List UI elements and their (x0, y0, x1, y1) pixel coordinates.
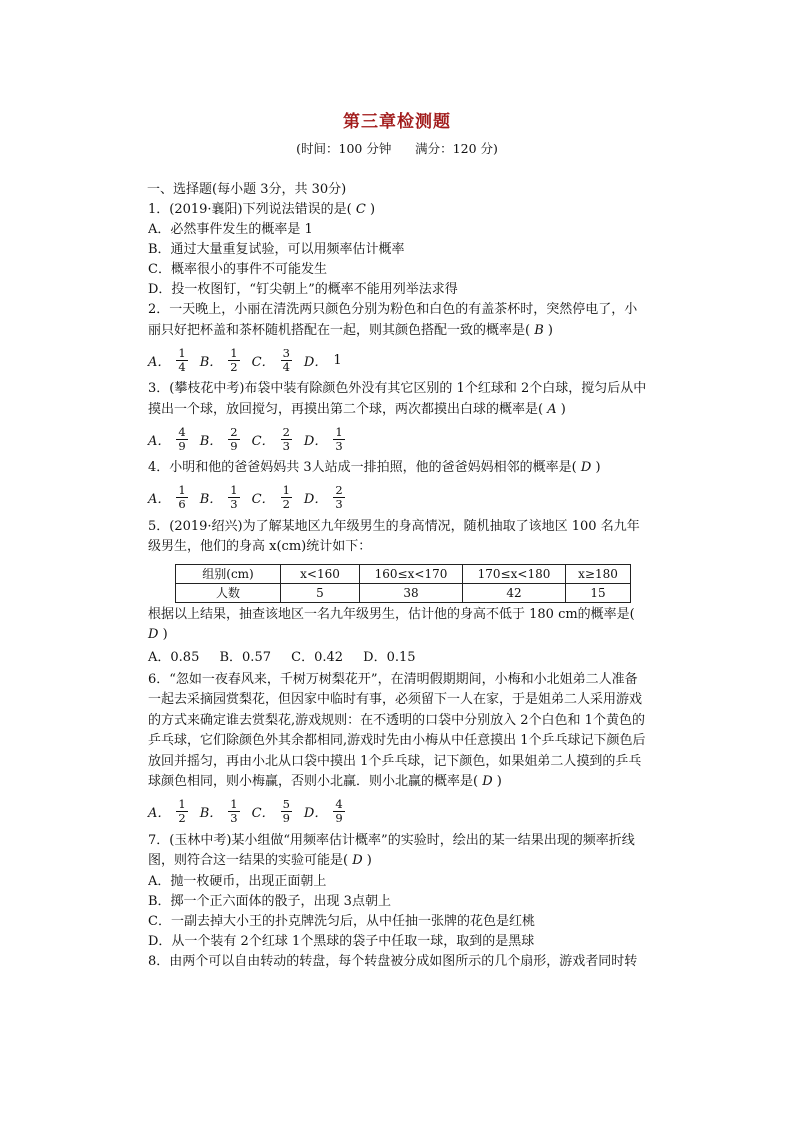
answer: A (547, 401, 557, 417)
option-d: D．0.15 (363, 649, 416, 665)
bracket-close: ) (496, 774, 502, 789)
answer: C (355, 202, 366, 217)
question-5-options (148, 646, 648, 670)
question-6-options (148, 793, 648, 831)
option-b: B． $\frac{1}{3}$ (199, 797, 238, 825)
page-title: 第三章检测题 (343, 112, 451, 132)
question-2-options (148, 341, 648, 379)
table-cell: 160≤x<170 (360, 564, 463, 583)
option-b: B． $\frac{2}{9}$ (199, 424, 238, 453)
question-text: 2．一天晚上，小丽在清洗两只颜色分别为粉色和白色的有盖茶杯时，突然停电了，小丽只好把杯盖和茶杯随机搭配在一起，则其颜色搭配一致的概率是( (148, 302, 638, 338)
question-4-stem (148, 458, 648, 479)
answer: D (580, 460, 592, 475)
option-d: D． $\frac{1}{3}$ (303, 424, 343, 453)
question-text: 1．(2019·襄阳)下列说法错误的是( (148, 202, 352, 217)
question-text: 根据以上结果，抽查该地区一名九年级男生，估计他的身高不低于 180 cm的概率是( (148, 606, 635, 622)
option-d: D．投一枚图钉，“钉尖朝上”的概率不能用列举法求得 (148, 282, 458, 297)
question-text: 6．“忽如一夜春风来，千树万树梨花开”，在清明假期期间，小梅和小北姐弟二人准备一起去采摘园赏梨花，但因家中临时有事，必须留下一人在家，于是姐弟二人采用游戏的方式来确定谁去赏梨花,游戏规则：在不透明的口袋中分别放入 2个白色和 1个黄色的乒乓球，它们除颜色外其余都相同,游戏时先由小梅从中任意摸出 1个乒乓球记下颜色后放回并摇匀，再由小北从口袋中摸出 1个乒乓球，记下颜色，如果姐弟二人摸到的乒乓球颜色相同，则小梅赢，否则小北赢．则小北赢的概率是( (148, 671, 646, 789)
table-cell: 38 (360, 583, 463, 602)
option-a: A． $\frac{1}{6}$ (148, 483, 186, 511)
table-row (176, 583, 631, 602)
table-header-row (176, 564, 631, 583)
question-3-options (148, 420, 648, 458)
bracket-close: ) (366, 853, 372, 868)
table-cell: 5 (281, 583, 360, 602)
option-a: A． $\frac{1}{4}$ (148, 345, 186, 374)
option-d: D． 1 (303, 352, 342, 370)
table-cell: x≥180 (566, 564, 631, 583)
option-b: B． $\frac{1}{3}$ (199, 483, 238, 511)
option-b: B． $\frac{1}{2}$ (199, 345, 238, 374)
question-3-stem (148, 379, 648, 420)
answer: B (534, 322, 544, 338)
answer: D (352, 853, 363, 868)
height-stats-table (175, 564, 631, 603)
answer: D (482, 774, 493, 789)
option-c: C． $\frac{2}{3}$ (251, 424, 290, 453)
question-5-followup (148, 605, 648, 646)
section-heading: 一、选择题(每小题 3分，共 30分) (147, 182, 347, 197)
option-d: D．从一个装有 2个红球 1个黑球的袋子中任取一球，取到的是黑球 (148, 933, 535, 949)
question-text: 3．(攀枝花中考)布袋中装有除颜色外没有其它区别的 1个红球和 2个白球，搅匀后从中摸出一个球，放回搅匀，再摸出第二个球，两次都摸出白球的概率是( (148, 381, 647, 417)
option-c: C．0.42 (291, 649, 344, 665)
table-cell: 15 (566, 583, 631, 602)
table-cell: x<160 (281, 564, 360, 583)
question-7-stem (148, 831, 648, 872)
option-c: C． $\frac{5}{9}$ (251, 797, 290, 825)
option-a: A． $\frac{4}{9}$ (148, 424, 186, 453)
bracket-close: ) (162, 627, 168, 642)
option-b: B．掷一个正六面体的骰子，出现 3点朝上 (148, 893, 391, 909)
option-b: B．0.57 (219, 649, 271, 665)
option-a: A．必然事件发生的概率是 1 (148, 222, 313, 237)
bracket-close: ) (595, 460, 601, 475)
question-5-stem (148, 517, 648, 558)
bracket-close: ) (560, 401, 566, 417)
table-cell: 170≤x<180 (463, 564, 566, 583)
question-6-stem (148, 670, 648, 793)
question-4-options (148, 479, 648, 517)
option-c: C．概率很小的事件不可能发生 (148, 262, 327, 277)
page-subtitle: (时间：100 分钟 满分：120 分) (296, 141, 498, 156)
bracket-close: ) (369, 202, 376, 217)
option-c: C． $\frac{3}{4}$ (251, 345, 290, 374)
question-text: 5．(2019·绍兴)为了解某地区九年级男生的身高情况，随机抽取了该地区 100 名九年级男生，他们的身高 x(cm)统计如下： (148, 518, 640, 554)
option-a: A． $\frac{1}{2}$ (148, 797, 186, 825)
question-2-stem (148, 300, 648, 341)
exam-content (148, 180, 648, 972)
table-cell: 人数 (176, 583, 281, 602)
option-c: C． $\frac{1}{2}$ (251, 483, 290, 511)
option-d: D． $\frac{4}{9}$ (303, 797, 343, 825)
answer: D (148, 627, 159, 642)
option-c: C．一副去掉大小王的扑克牌洗匀后，从中任抽一张牌的花色是红桃 (148, 913, 535, 929)
question-text: 7．(玉林中考)某小组做“用频率估计概率”的实验时，绘出的某一结果出现的频率折线图，则符合这一结果的实验可能是( (148, 832, 635, 868)
option-b: B．通过大量重复试验，可以用频率估计概率 (148, 242, 405, 257)
bracket-close: ) (547, 322, 553, 338)
table-cell: 组别(cm) (176, 564, 281, 583)
question-text: 4．小明和他的爸爸妈妈共 3人站成一排拍照，他的爸爸妈妈相邻的概率是( (148, 460, 577, 475)
option-d: D． $\frac{2}{3}$ (303, 483, 343, 511)
table-cell: 42 (463, 583, 566, 602)
option-a: A．抛一枚硬币，出现正面朝上 (148, 873, 327, 889)
option-a: A．0.85 (148, 649, 200, 665)
question-8-stem: 8．由两个可以自由转动的转盘，每个转盘被分成如图所示的几个扇形，游戏者同时转 (148, 953, 638, 969)
question-1-stem (148, 200, 648, 220)
